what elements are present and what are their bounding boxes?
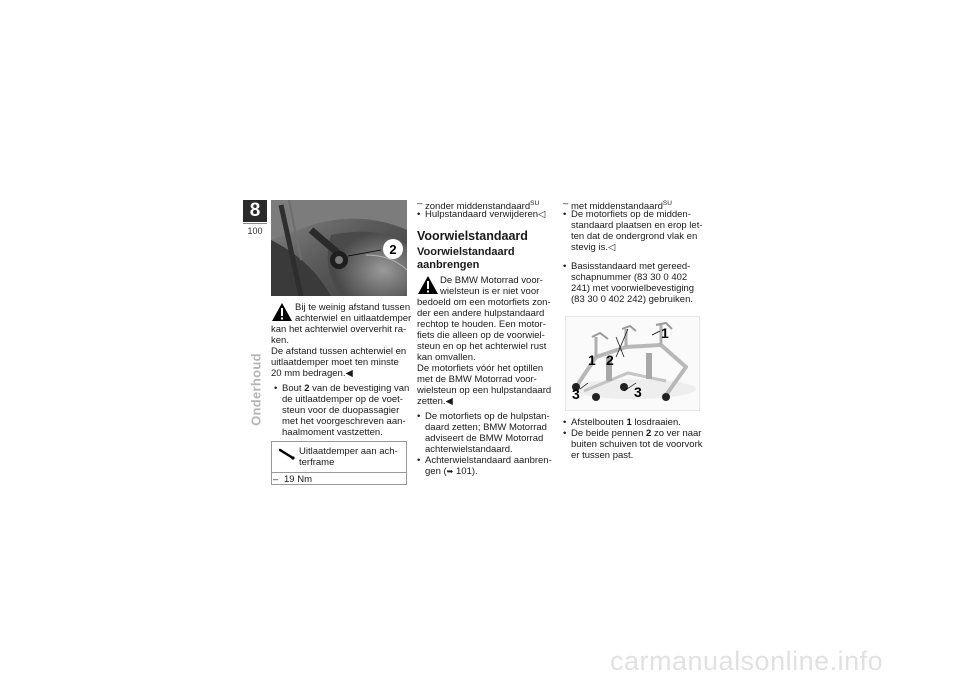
bullet-dot: • xyxy=(417,455,421,466)
front-wheel-stand-image xyxy=(566,317,700,411)
adjust-bolts-item: Afstelbouten 1 losdraaien. xyxy=(571,417,681,428)
warning1-line-7: 20 mm bedragen.◀ xyxy=(271,368,353,379)
centerstand-line-2: standaard plaatsen en erop let- xyxy=(571,220,703,231)
torque-label-line-1: Uitlaatdemper aan ach- xyxy=(299,446,398,457)
bullet-dot: • xyxy=(563,261,567,272)
photo2-callout-1b: 1 xyxy=(588,352,596,368)
photo-rear-wheel-exhaust-image xyxy=(271,200,407,296)
photo2-callout-1: 1 xyxy=(661,325,669,341)
warning2-line-12: zetten.◀ xyxy=(417,396,453,407)
photo1-callout: 2 xyxy=(389,242,397,257)
warning2-line-9: De motorfiets vóór het optillen xyxy=(417,363,544,374)
bullet-dot: • xyxy=(417,411,421,422)
pins-line-1: De beide pennen 2 zo ver naar xyxy=(571,428,702,439)
with-centerstand-item: met middenstandaard$^{SU}$ xyxy=(571,200,672,213)
warning-icon xyxy=(417,275,439,295)
subsection-title-line-2: aanbrengen xyxy=(417,259,480,271)
warning2-line-5: rechtop te houden. Een motor- xyxy=(417,319,546,330)
torque-value: 19 Nm xyxy=(284,474,312,485)
warning1-line-3: kan het achterwiel oververhit ra- xyxy=(271,324,407,335)
torque-spec-box xyxy=(271,441,407,485)
rear-stand-line-2: gen (➥ 101). xyxy=(425,466,478,477)
bolt-instruction-line-1: Bout 2 van de bevestiging van xyxy=(282,383,410,394)
base-stand-line-4: (83 30 0 402 242) gebruiken. xyxy=(571,294,694,305)
base-stand-line-2: schapnummer (83 30 0 402 xyxy=(571,272,688,283)
watermark: carmanualsonline.info xyxy=(610,646,884,676)
torque-divider xyxy=(272,472,406,473)
aux-stand-line-2: daard zetten; BMW Motorrad xyxy=(425,422,547,433)
warning2-line-3: bedoeld om een motorfiets zon- xyxy=(417,297,551,308)
centerstand-line-4: stevig is.◁ xyxy=(571,242,616,253)
bolt-instruction-line-4: met het voorgeschreven aan- xyxy=(282,416,406,427)
centerstand-line-1: De motorfiets op de midden- xyxy=(571,209,691,220)
warning2-line-11: wielsteun op een hulpstandaard xyxy=(417,385,552,396)
bullet-dot: • xyxy=(417,209,421,220)
page-number: 100 xyxy=(247,226,263,236)
bolt-instruction-line-3: steun voor de duopassagier xyxy=(282,405,400,416)
warning1-line-4: ken. xyxy=(271,335,289,346)
warning1-line-6: uitlaatdemper moet ten minste xyxy=(271,357,399,368)
warning2-line-8: kan omvallen. xyxy=(417,352,476,363)
warning2-line-6: fiets die alleen op de voorwiel- xyxy=(417,330,545,341)
torque-wrench-icon xyxy=(279,448,295,460)
aux-stand-line-3: adviseert de BMW Motorrad xyxy=(425,433,544,444)
aux-stand-line-1: De motorfiets op de hulpstan- xyxy=(425,411,550,422)
photo2-callout-2: 2 xyxy=(606,352,614,368)
warning1-line-2: achterwiel en uitlaatdemper xyxy=(295,313,412,324)
bolt-instruction-line-2: de uitlaatdemper op de voet- xyxy=(282,394,403,405)
warning1-line-1: Bij te weinig afstand tussen xyxy=(295,302,411,313)
without-centerstand-item: zonder middenstandaard$^{SU}$ xyxy=(425,200,540,213)
base-stand-line-1: Basisstandaard met gereed- xyxy=(571,261,691,272)
bullet-dot: • xyxy=(563,209,567,220)
aux-stand-line-4: achterwielstandaard. xyxy=(425,444,513,455)
remove-aux-stand-item: Hulpstandaard verwijderen◁ xyxy=(425,209,546,220)
subsection-title-line-1: Voorwielstandaard xyxy=(417,246,515,258)
page-reference-arrow-icon: ➥ xyxy=(446,467,454,476)
centerstand-line-3: ten dat de ondergrond vlak en xyxy=(571,231,698,242)
bullet-dot: • xyxy=(563,417,567,428)
base-stand-line-3: 241) met voorwielbevestiging xyxy=(571,283,695,294)
bolt-instruction-line-5: haalmoment vastzetten. xyxy=(282,427,383,438)
chapter-number: 8 xyxy=(243,200,267,222)
photo-front-wheel-stand xyxy=(565,316,700,411)
dash-marker: – xyxy=(563,198,569,209)
bullet-dot: • xyxy=(274,383,278,394)
photo2-callout-3b: 3 xyxy=(634,384,642,400)
photo2-callout-3: 3 xyxy=(572,386,580,402)
warning2-line-7: steun en op het achterwiel rust xyxy=(417,341,547,352)
chapter-title: Onderhoud xyxy=(248,353,264,426)
photo-rear-wheel-exhaust xyxy=(271,200,407,296)
chapter-divider xyxy=(243,223,267,224)
torque-dash: – xyxy=(273,474,279,485)
dash-marker: – xyxy=(417,198,423,209)
warning2-line-1: De BMW Motorrad voor- xyxy=(440,275,543,286)
warning-icon xyxy=(271,302,293,322)
rear-stand-line-1: Achterwielstandaard aanbren- xyxy=(425,455,552,466)
torque-label-line-2: terframe xyxy=(299,457,335,468)
pins-line-3: er tussen past. xyxy=(571,450,634,461)
warning2-line-2: wielsteun is er niet voor xyxy=(440,286,540,297)
warning1-line-5: De afstand tussen achterwiel en xyxy=(271,346,407,357)
bullet-dot: • xyxy=(563,428,567,439)
section-title: Voorwielstandaard xyxy=(417,229,528,243)
warning2-line-4: der een andere hulpstandaard xyxy=(417,308,545,319)
warning2-line-10: met de BMW Motorrad voor- xyxy=(417,374,537,385)
pins-line-2: buiten schuiven tot de voorvork xyxy=(571,439,703,450)
